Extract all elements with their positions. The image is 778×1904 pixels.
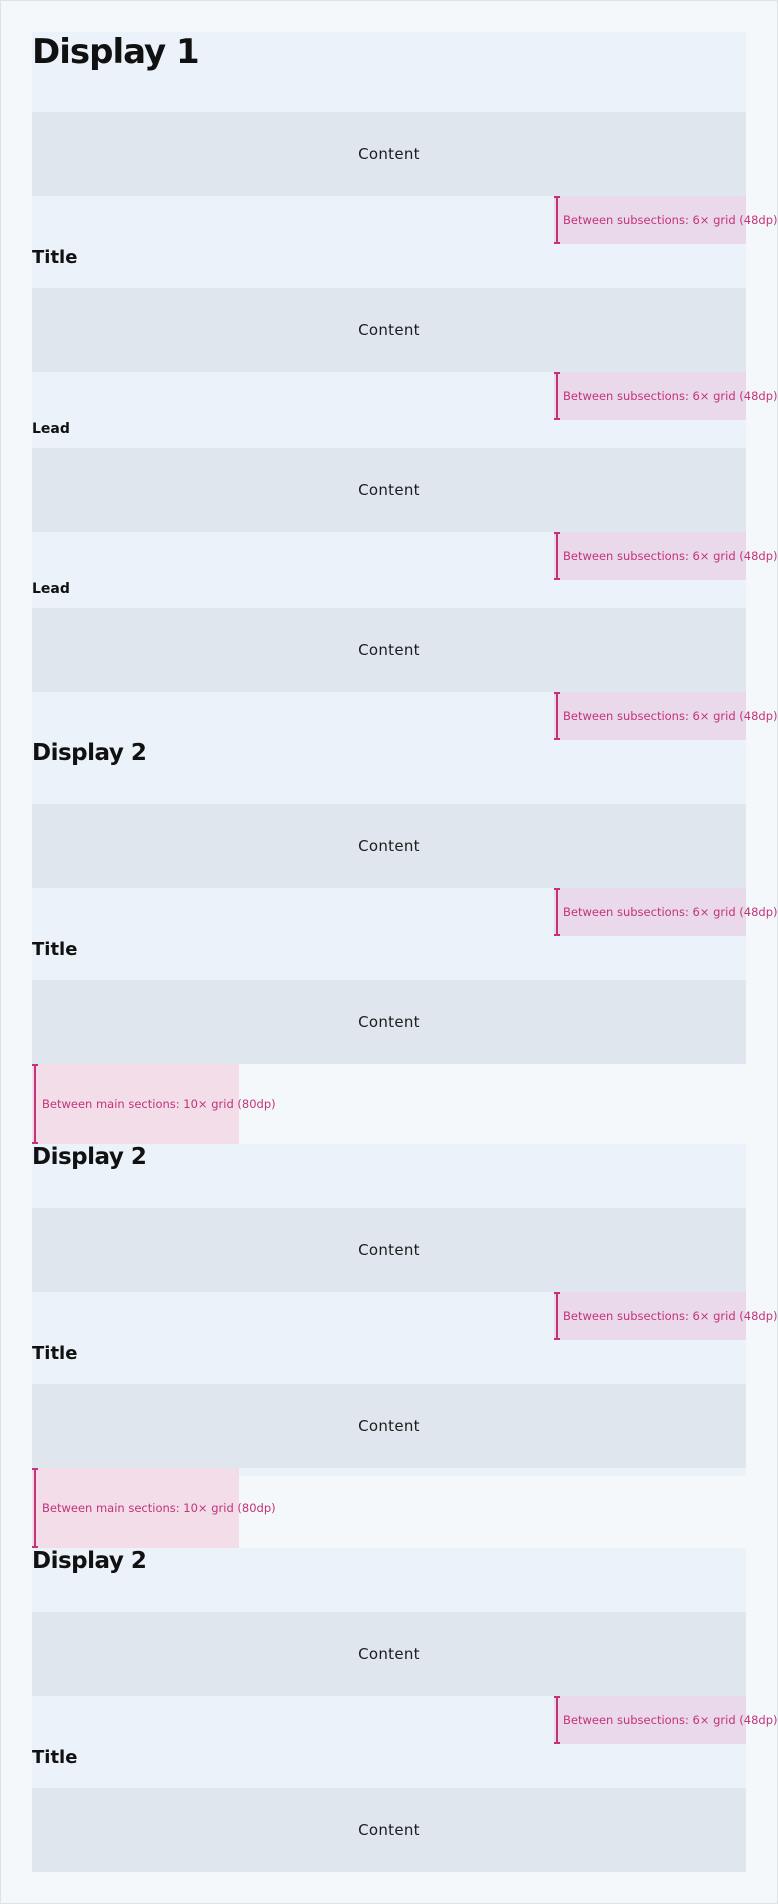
heading-lead: Lead	[32, 581, 70, 597]
subsection-gap-label: Between subsections: 6× grid (48dp)	[563, 905, 778, 919]
subsection-gap-label: Between subsections: 6× grid (48dp)	[563, 549, 778, 563]
subsection-gap-annotation	[554, 1292, 778, 1340]
subsection-gap-label: Between subsections: 6× grid (48dp)	[563, 709, 778, 723]
subsection-gap-annotation	[554, 1696, 778, 1744]
content-block: Content	[32, 1788, 746, 1872]
content-block: Content	[32, 1612, 746, 1696]
subsection-gap-annotation	[554, 532, 778, 580]
spacing-bracket-icon	[554, 692, 560, 740]
spacing-bracket-icon	[554, 1292, 560, 1340]
subsection-gap-annotation	[554, 888, 778, 936]
heading-title: Title	[32, 1343, 78, 1364]
content-block: Content	[32, 448, 746, 532]
heading-title: Title	[32, 247, 78, 268]
heading-display-2: Display 2	[32, 1144, 147, 1170]
heading-display-1: Display 1	[32, 32, 199, 72]
spacing-bracket-icon	[32, 1468, 38, 1548]
subsection-gap-label: Between subsections: 6× grid (48dp)	[563, 1309, 778, 1323]
spacing-bracket-icon	[554, 1696, 560, 1744]
content-block: Content	[32, 804, 746, 888]
subsection-gap-label: Between subsections: 6× grid (48dp)	[563, 389, 778, 403]
heading-display-2: Display 2	[32, 740, 147, 766]
spacing-bracket-icon	[554, 532, 560, 580]
main-section-gap-annotation	[32, 1064, 276, 1144]
spacing-bracket-icon	[554, 888, 560, 936]
content-block: Content	[32, 1208, 746, 1292]
content-block: Content	[32, 608, 746, 692]
main-section-gap-label: Between main sections: 10× grid (80dp)	[42, 1097, 276, 1111]
content-block: Content	[32, 980, 746, 1064]
subsection-gap-annotation	[554, 196, 778, 244]
subsection-gap-annotation	[554, 372, 778, 420]
heading-display-2: Display 2	[32, 1548, 147, 1574]
heading-title: Title	[32, 1747, 78, 1768]
subsection-gap-label: Between subsections: 6× grid (48dp)	[563, 213, 778, 227]
main-section-gap-label: Between main sections: 10× grid (80dp)	[42, 1501, 276, 1515]
content-block: Content	[32, 288, 746, 372]
subsection-gap-label: Between subsections: 6× grid (48dp)	[563, 1713, 778, 1727]
spacing-bracket-icon	[554, 372, 560, 420]
heading-lead: Lead	[32, 421, 70, 437]
spacing-bracket-icon	[554, 196, 560, 244]
content-block: Content	[32, 1384, 746, 1468]
heading-title: Title	[32, 939, 78, 960]
main-section-gap-annotation	[32, 1468, 276, 1548]
spacing-bracket-icon	[32, 1064, 38, 1144]
content-block: Content	[32, 112, 746, 196]
subsection-gap-annotation	[554, 692, 778, 740]
